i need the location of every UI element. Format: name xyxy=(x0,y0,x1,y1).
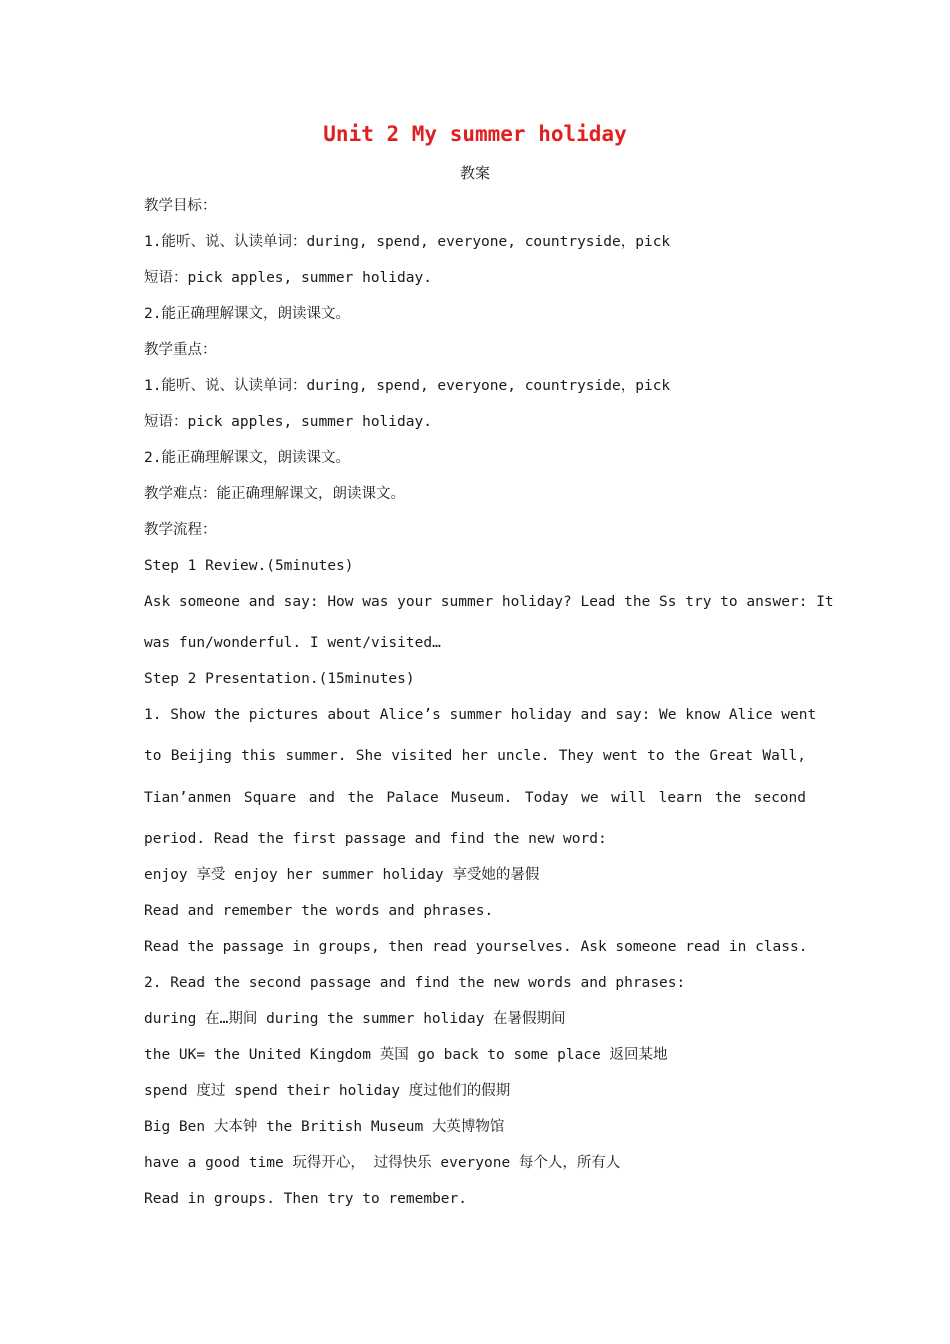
instruction-read-groups: Read the passage in groups, then read yourselves. Ask someone read in class. xyxy=(144,939,808,955)
key-point-phrases: 短语：pick apples, summer holiday. xyxy=(144,414,432,430)
objective-phrases: 短语：pick apples, summer holiday. xyxy=(144,270,432,286)
section-heading-procedure: 教学流程： xyxy=(144,522,217,538)
document-title: Unit 2 My summer holiday xyxy=(323,122,627,146)
step-2-item-1-line-3: Tian’anmen Square and the Palace Museum. Today we will learn the second xyxy=(144,790,806,806)
step-2-item-1-line-4: period. Read the first passage and find the new word: xyxy=(144,831,607,847)
step-1-heading: Step 1 Review.(5minutes) xyxy=(144,558,354,574)
section-heading-objectives: 教学目标： xyxy=(144,198,217,214)
vocab-big-ben: Big Ben 大本钟 the British Museum 大英博物馆 xyxy=(144,1119,505,1135)
instruction-remember: Read and remember the words and phrases. xyxy=(144,903,494,919)
key-point-item-1: 1.能听、说、认读单词：during, spend, everyone, countryside，pick xyxy=(144,378,671,394)
objective-item-2: 2.能正确理解课文，朗读课文。 xyxy=(144,306,350,322)
vocab-spend: spend 度过 spend their holiday 度过他们的假期 xyxy=(144,1083,511,1099)
vocab-enjoy: enjoy 享受 enjoy her summer holiday 享受她的暑假 xyxy=(144,867,540,883)
step-1-text-line-2: was fun/wonderful. I went/visited… xyxy=(144,635,441,651)
instruction-read-remember: Read in groups. Then try to remember. xyxy=(144,1191,468,1207)
difficult-point: 教学难点：能正确理解课文，朗读课文。 xyxy=(144,486,405,502)
step-2-item-2: 2. Read the second passage and find the new words and phrases: xyxy=(144,975,686,991)
section-heading-key-points: 教学重点： xyxy=(144,342,217,358)
vocab-uk: the UK= the United Kingdom 英国 go back to some place 返回某地 xyxy=(144,1047,668,1063)
key-point-item-2: 2.能正确理解课文，朗读课文。 xyxy=(144,450,350,466)
vocab-good-time: have a good time 玩得开心， 过得快乐 everyone 每个人，所有人 xyxy=(144,1155,621,1171)
document-subtitle: 教案 xyxy=(459,164,490,182)
vocab-during: during 在…期间 during the summer holiday 在暑假期间 xyxy=(144,1011,566,1027)
step-2-heading: Step 2 Presentation.(15minutes) xyxy=(144,671,415,687)
objective-item-1: 1.能听、说、认读单词：during, spend, everyone, countryside，pick xyxy=(144,234,671,250)
step-1-text-line-1: Ask someone and say: How was your summer holiday? Lead the Ss try to answer: It xyxy=(144,594,834,610)
step-2-item-1-line-1: 1. Show the pictures about Alice’s summer holiday and say: We know Alice went xyxy=(144,707,817,723)
step-2-item-1-line-2: to Beijing this summer. She visited her uncle. They went to the Great Wall, xyxy=(144,748,806,764)
